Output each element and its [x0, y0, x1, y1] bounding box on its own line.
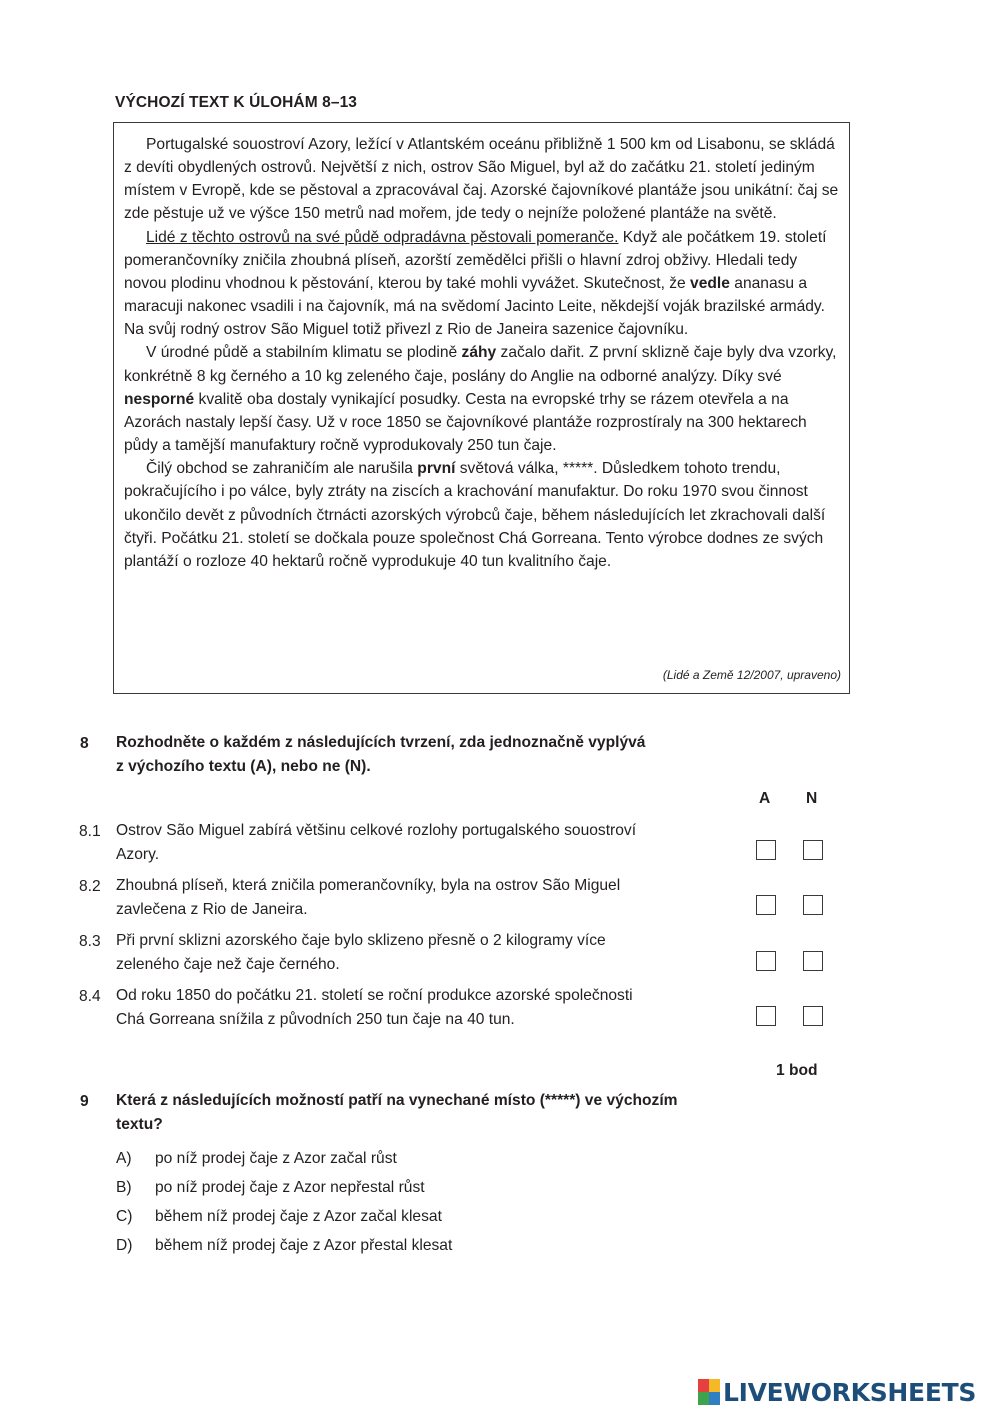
item-line: Azory. [116, 846, 160, 863]
item-8-2-checkbox-a[interactable] [756, 895, 776, 915]
option-b-text[interactable]: po níž prodej čaje z Azor nepřestal růst [155, 1179, 425, 1196]
item-8-3-checkbox-a[interactable] [756, 951, 776, 971]
item-line: Zhoubná plíseň, která zničila pomerančovníky, byla na ostrov São Miguel [116, 877, 621, 894]
item-8-4-text [116, 984, 746, 1032]
logo-square-icon [698, 1392, 709, 1405]
item-8-4-checkbox-n[interactable] [803, 1006, 823, 1026]
article-text: Když ale počátkem 19. století pomerančovníky zničila zhoubná plíseň, azorští zemědělci přišli o hlavní zdroj obživy. Hledali tedy novou plodinu vhodnou k pěstování, kterou by také mohli vyvážet. Skutečnost, že [124, 228, 827, 292]
question-8-text [116, 731, 645, 779]
item-8-2-text [116, 874, 746, 922]
item-line: zavlečena z Rio de Janeira. [116, 901, 308, 918]
article-text: začalo dařit. Z první sklizně čaje byly dva vzorky, konkrétně 8 kg černého a 10 kg zeleného čaje, poslány do Anglie na odborné analýzy. Díky své [124, 344, 837, 385]
bold-word-nesporne: nesporné [124, 390, 195, 408]
item-8-4-checkbox-a[interactable] [756, 1006, 776, 1026]
column-header-n: N [806, 790, 818, 807]
article-paragraph-1 [124, 133, 841, 226]
option-c-text[interactable]: během níž prodej čaje z Azor začal klesat [155, 1208, 442, 1225]
item-8-1-checkbox-a[interactable] [756, 840, 776, 860]
item-8-3-checkbox-n[interactable] [803, 951, 823, 971]
article-text: Portugalské souostroví Azory, ležící v Atlantském oceánu přibližně 1 500 km od Lisabonu, se skládá z devíti obydlených ostrovů. Největší z nich, ostrov São Miguel, byl až do začátku 21. století jediným místem v Evropě, kde se pěstoval a zpracovával čaj. Azorské čajovníkové plantáže jsou unikátní: čaj se zde pěstuje už ve výšce 150 metrů nad mořem, jde tedy o nejníže položené plantáže na světě. [124, 136, 839, 223]
question-9-line-1: Která z následujících možností patří na vynechané místo (*****) ve výchozím [116, 1092, 678, 1109]
item-line: Ostrov São Miguel zabírá většinu celkové rozlohy portugalského souostroví [116, 822, 637, 839]
option-d-text[interactable]: během níž prodej čaje z Azor přestal klesat [155, 1237, 453, 1254]
question-9-line-2: textu? [116, 1116, 163, 1133]
question-9-text [116, 1089, 678, 1137]
item-line: Od roku 1850 do počátku 21. století se roční produkce azorské společnosti [116, 987, 633, 1004]
bold-word-zahy: záhy [461, 344, 497, 362]
points-label: 1 bod [776, 1062, 818, 1079]
option-d-letter: D) [116, 1237, 133, 1254]
article-paragraph-4 [124, 457, 841, 573]
logo-square-icon [709, 1379, 720, 1392]
logo-square-icon [698, 1379, 709, 1392]
column-header-a: A [759, 790, 771, 807]
article-text: kvalitě oba dostaly vynikající posudky. Cesta na evropské trhy se rázem otevřela a na Azorách nastaly lepší časy. Už v roce 1850 se čajovníkové plantáže rozprostíraly na 300 hektarech půdy a tamější manufaktury ročně vyprodukovaly 250 tun čaje. [124, 390, 807, 455]
article-paragraph-3 [124, 341, 841, 457]
option-a-text[interactable]: po níž prodej čaje z Azor začal růst [155, 1150, 397, 1167]
item-line: zeleného čaje než čaje černého. [116, 956, 340, 973]
item-8-1-checkbox-n[interactable] [803, 840, 823, 860]
section-heading: VÝCHOZÍ TEXT K ÚLOHÁM 8–13 [115, 94, 358, 111]
article-text: V úrodné půdě a stabilním klimatu se plodině [146, 344, 462, 362]
item-8-1-number: 8.1 [79, 823, 101, 840]
item-8-1-text [116, 819, 746, 867]
item-8-4-number: 8.4 [79, 988, 101, 1005]
bold-word-vedle: vedle [690, 274, 730, 292]
option-b-letter: B) [116, 1179, 132, 1196]
liveworksheets-logo [698, 1375, 976, 1409]
item-line: Při první sklizni azorského čaje bylo sklizeno přesně o 2 kilogramy více [116, 932, 606, 949]
article-paragraph-2 [124, 226, 841, 342]
option-c-letter: C) [116, 1208, 133, 1225]
item-8-3-number: 8.3 [79, 933, 101, 950]
question-8-number: 8 [80, 735, 89, 752]
bold-word-prvni: první [417, 460, 456, 478]
logo-square-icon [709, 1392, 720, 1405]
liveworksheets-logo-icon [698, 1379, 720, 1405]
question-8-line-2: z výchozího textu (A), nebo ne (N). [116, 758, 371, 775]
article-text: Čilý obchod se zahraničím ale narušila [146, 460, 418, 478]
article-text: ananasu a maracuji nakonec vsadili i na čajovník, má na svědomí Jacinto Leite, někdejší voják brazilské armády. Na svůj rodný ostrov São Miguel totiž přivezl z Rio de Janeira sazenice čajovníku. [124, 274, 825, 339]
liveworksheets-brand: LIVEWORKSHEETS [723, 1377, 977, 1407]
article-text: světová válka, *****. Důsledkem tohoto trendu, pokračujícího i po válce, byly ztráty na ziscích a krachování manufaktur. Do roku 1970 svou činnost ukončilo devět z původních čtrnácti azorských výrobců čaje, během následujících let zkrachovali další čtyři. Počátku 21. století se dočkala pouze společnost Chá Gorreana. Tento výrobce dodnes ze svých plantáží o rozloze 40 hektarů ročně vyprodukuje 40 tun kvalitního čaje. [124, 460, 826, 570]
item-8-2-checkbox-n[interactable] [803, 895, 823, 915]
item-line: Chá Gorreana snížila z původních 250 tun čaje na 40 tun. [116, 1011, 515, 1028]
question-8-line-1: Rozhodněte o každém z následujících tvrzení, zda jednoznačně vyplývá [116, 734, 646, 751]
source-citation: (Lidé a Země 12/2007, upraveno) [662, 667, 841, 682]
source-text-box [113, 122, 850, 694]
item-8-3-text [116, 929, 746, 977]
underlined-sentence: Lidé z těchto ostrovů na své půdě odpradávna pěstovali pomeranče. [146, 228, 619, 246]
item-8-2-number: 8.2 [79, 878, 101, 895]
option-a-letter: A) [116, 1150, 132, 1167]
question-9-number: 9 [80, 1093, 89, 1110]
